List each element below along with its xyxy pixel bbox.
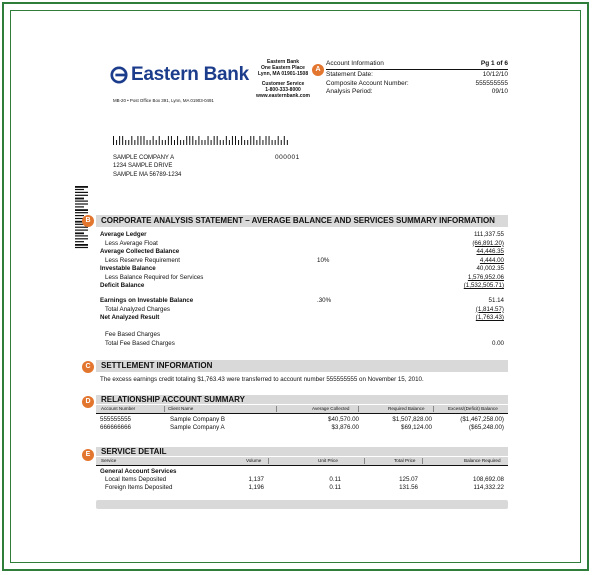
relationship-cell: ($1,467,258.00) (460, 416, 504, 423)
corporate-row-label: Earnings on Investable Balance (100, 297, 194, 304)
corporate-row-value: 0.00 (491, 339, 504, 347)
corporate-row-value: 44,446.35 (476, 248, 504, 255)
service-detail-header: SERVICE DETAIL (96, 447, 508, 456)
corporate-row-rate: .30% (317, 297, 332, 304)
relationship-cell: $40,570.00 (328, 416, 359, 423)
service-cell: 131.56 (399, 484, 418, 491)
relationship-table-header (96, 405, 508, 414)
footer-bar (96, 500, 508, 509)
corporate-row (100, 231, 504, 239)
marker-e: E (82, 449, 94, 461)
recipient-line: 1234 SAMPLE DRIVE (113, 163, 173, 170)
corporate-row-rate: 10% (317, 256, 330, 264)
col-client-name: Client Name (168, 406, 194, 411)
settlement-header: SETTLEMENT INFORMATION (96, 360, 508, 372)
recipient-line: SAMPLE COMPANY A (113, 155, 175, 161)
corporate-row-value: 111,337.55 (473, 231, 504, 238)
corporate-row (100, 282, 504, 290)
corporate-row-label: Net Analyzed Result (100, 314, 160, 321)
recipient-address (113, 154, 181, 179)
corporate-row-value: 1,576,952.06 (467, 273, 504, 281)
marker-b: B (82, 215, 94, 227)
col-excess-deficit: Excess/(Deficit) Balance (448, 406, 498, 411)
relationship-cell: ($65,248.00) (468, 424, 504, 431)
relationship-row (100, 424, 504, 432)
corporate-row (100, 306, 504, 314)
service-cell: 0.11 (329, 476, 341, 483)
corporate-row-label: Less Reserve Requirement (105, 256, 180, 264)
relationship-cell: $3,876.00 (331, 424, 359, 431)
corporate-row-value: 4,444.00 (479, 256, 504, 264)
relationship-header: RELATIONSHIP ACCOUNT SUMMARY (96, 395, 508, 404)
marker-a: A (312, 64, 324, 76)
row-value: 10/12/10 (482, 71, 508, 78)
corporate-row (100, 257, 504, 265)
relationship-cell: 666666666 (100, 424, 131, 431)
relationship-cell: 555555555 (100, 416, 131, 423)
corporate-row (100, 314, 504, 322)
corporate-row (100, 248, 504, 256)
row-label: Statement Date: (326, 71, 373, 78)
composite-account-row (326, 80, 508, 89)
corporate-row-label: Less Average Float (105, 239, 158, 247)
bank-logo-icon (110, 66, 128, 84)
relationship-row (100, 416, 504, 424)
corporate-row-value: (1,814.57) (475, 305, 504, 313)
corporate-row-label: Total Analyzed Charges (105, 305, 171, 313)
service-cell: 0.11 (329, 484, 341, 491)
corporate-row-label: Deficit Balance (100, 282, 145, 289)
settlement-text: The excess earnings credit totaling $1,763.43 were transferred to account number 555555555 on November 15, 2010. (100, 376, 424, 383)
col-balance-required: Balance Required (464, 458, 501, 463)
corporate-row-label: Investable Balance (100, 265, 156, 272)
page-number: Pg 1 of 6 (480, 60, 508, 67)
col-volume: Volume (246, 458, 262, 463)
col-service: Service (101, 458, 117, 463)
bank-address-line: Lynn, MA 01901-1508 (257, 71, 309, 77)
row-value: 09/10 (491, 88, 508, 96)
service-group-label: General Account Services (100, 468, 177, 475)
analysis-period-row (326, 88, 508, 97)
col-required-balance: Required Balance (388, 406, 425, 411)
return-address: MB-20 • Post Office Box 391, Lynn, MA 01903-0491 (113, 98, 214, 103)
service-row (100, 484, 504, 492)
corporate-row (100, 340, 504, 348)
relationship-cell: Sample Company A (170, 424, 225, 431)
account-info-header (326, 60, 508, 70)
corporate-row-value: (66,891.20) (472, 239, 504, 247)
corporate-row (100, 331, 504, 339)
row-value: 555555555 (475, 79, 508, 87)
corporate-analysis-header: CORPORATE ANALYSIS STATEMENT – AVERAGE BALANCE AND SERVICES SUMMARY INFORMATION (96, 215, 508, 227)
col-total-price: Total Price (394, 458, 416, 463)
statement-date-row (326, 71, 508, 80)
account-info-title: Account Information (326, 60, 384, 67)
corporate-row-label: Average Ledger (100, 231, 147, 238)
col-account-number: Account Number (101, 406, 136, 411)
corporate-row (100, 240, 504, 248)
corporate-row (100, 265, 504, 273)
service-cell: Foreign Items Deposited (105, 484, 173, 491)
service-table-header (96, 457, 508, 466)
service-row (100, 476, 504, 484)
corporate-row-value: (1,763.43) (475, 314, 504, 321)
service-cell: 1,196 (248, 484, 264, 491)
service-cell: 125.07 (399, 476, 418, 483)
col-unit-price: Unit Price (318, 458, 338, 463)
recipient-code: 000001 (275, 154, 300, 161)
service-cell: 108,692.08 (473, 476, 504, 483)
bank-name: Eastern Bank (131, 64, 249, 85)
corporate-row-label: Less Balance Required for Services (105, 273, 204, 281)
bank-address (250, 59, 316, 99)
row-label: Composite Account Number: (326, 79, 409, 87)
customer-service-phone: 1-800-333-8000 (265, 87, 301, 93)
service-cell: 1,137 (248, 476, 264, 483)
bank-address-line: Eastern Bank (267, 59, 299, 65)
postal-barcode (113, 136, 291, 145)
relationship-cell: $69,124.00 (401, 424, 432, 431)
relationship-cell: $1,507,828.00 (392, 416, 432, 423)
row-label: Analysis Period: (326, 88, 373, 96)
col-average-collected: Average Collected (312, 406, 350, 411)
marker-d: D (82, 396, 94, 408)
relationship-cell: Sample Company B (170, 416, 226, 423)
corporate-row-label: Total Fee Based Charges (105, 339, 175, 347)
corporate-row-label: Average Collected Balance (100, 248, 180, 255)
bank-website: www.easternbank.com (256, 93, 310, 99)
service-cell: Local Items Deposited (105, 476, 167, 483)
account-info-box (326, 60, 508, 97)
service-cell: 114,332.22 (473, 484, 504, 491)
corporate-row-value: (1,532,505.71) (463, 282, 504, 289)
corporate-row-value: 51.14 (488, 297, 504, 304)
bank-address-line: One Eastern Place (261, 65, 305, 71)
recipient-line: SAMPLE MA 56789-1234 (113, 171, 182, 178)
corporate-row-label: Fee Based Charges (105, 331, 161, 338)
corporate-row (100, 297, 504, 305)
corporate-row (100, 274, 504, 282)
corporate-row-value: 40,002.35 (476, 265, 504, 272)
customer-service-label: Customer Service (261, 81, 305, 87)
marker-c: C (82, 361, 94, 373)
bank-logo (110, 64, 249, 86)
